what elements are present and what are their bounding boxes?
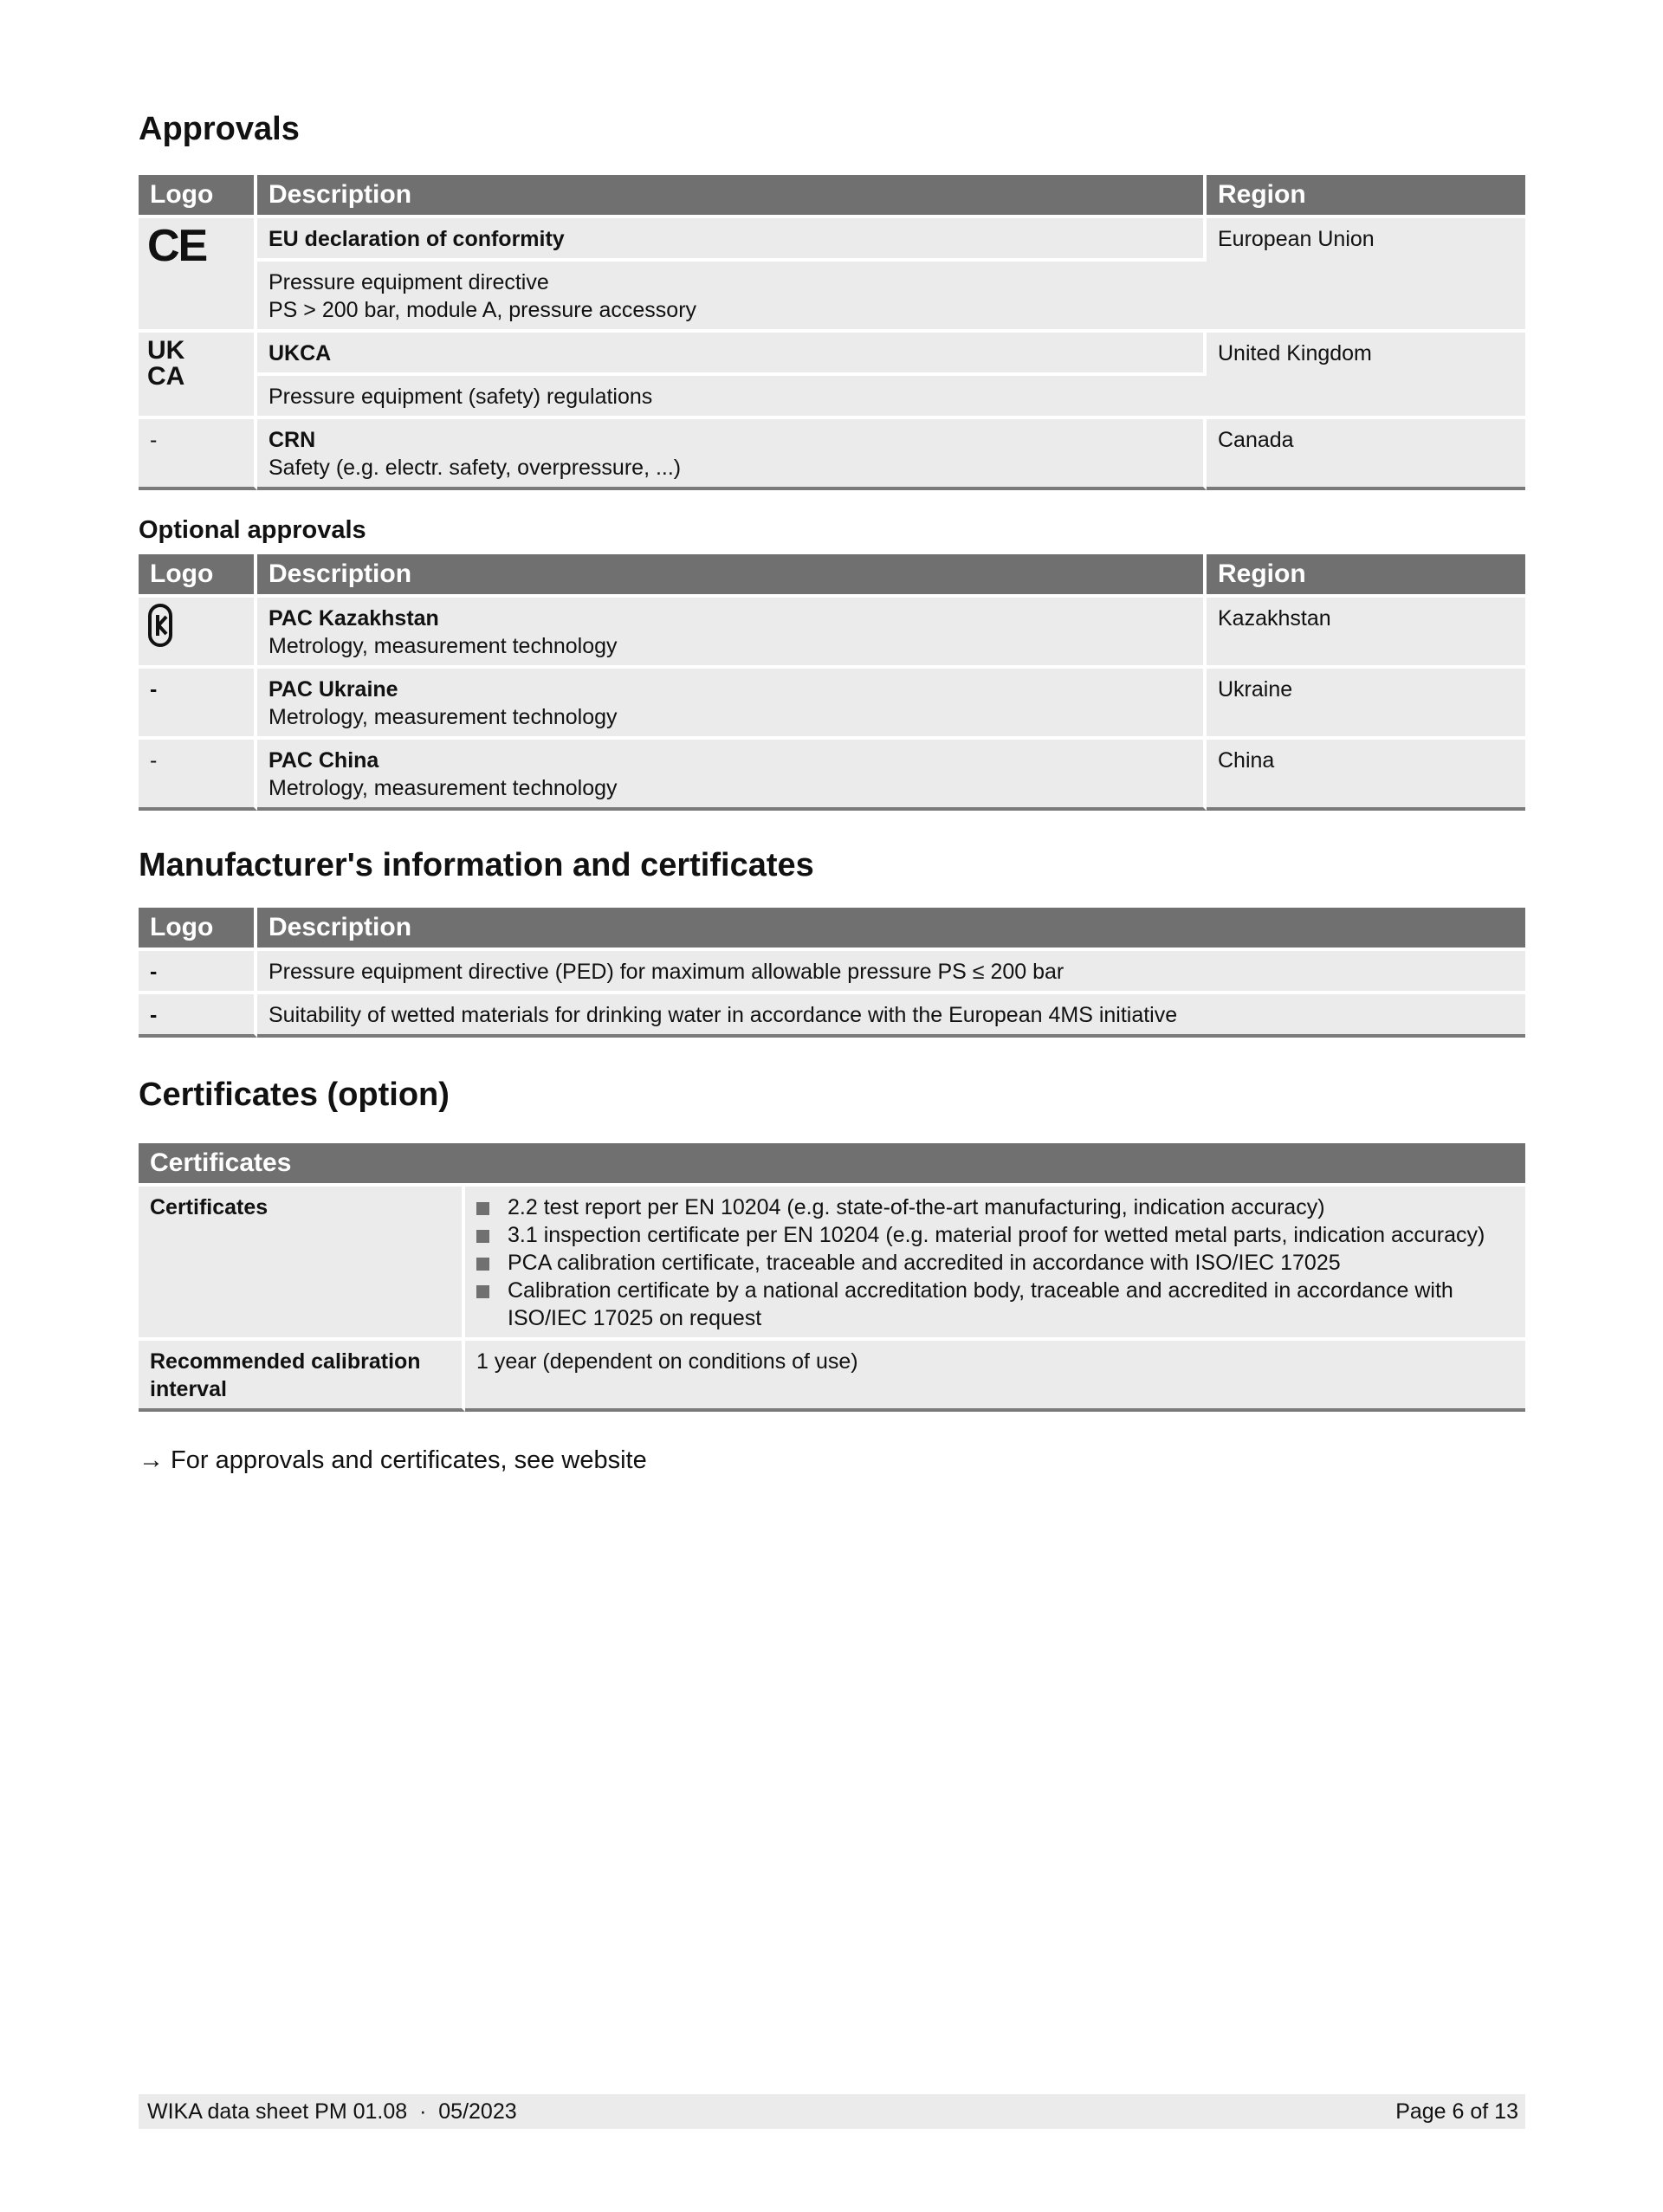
- footer-datasheet-id: WIKA data sheet PM 01.08 · 05/2023: [147, 2099, 517, 2124]
- calibration-interval-label: Recommended calibration interval: [139, 1337, 465, 1412]
- table-row: [139, 329, 1525, 372]
- manufacturer-heading: Manufacturer's information and certificates: [139, 847, 814, 883]
- approval-description: [257, 665, 1207, 736]
- approval-region: United Kingdom: [1207, 329, 1525, 416]
- approval-region: Canada: [1207, 416, 1525, 490]
- list-item: Calibration certificate by a national accreditation body, traceable and accredited in accordance with ISO/IEC 17025 on request: [476, 1277, 1514, 1332]
- certificates-heading: Certificates (option): [139, 1077, 450, 1113]
- column-header-description: Description: [257, 554, 1207, 594]
- table-row: [139, 665, 1525, 736]
- logo-cell: -: [139, 948, 257, 991]
- manufacturer-table: [139, 908, 1525, 1038]
- approval-description: [257, 736, 1207, 811]
- table-row: [139, 594, 1525, 665]
- certificates-label: Certificates: [139, 1183, 465, 1337]
- approval-title: CRN: [269, 428, 316, 452]
- table-header-row: [139, 175, 1525, 215]
- table-row: [139, 416, 1525, 490]
- approval-description: [257, 416, 1207, 490]
- approval-title: PAC Ukraine: [269, 677, 398, 702]
- column-header-region: Region: [1207, 554, 1525, 594]
- approval-detail: Safety (e.g. electr. safety, overpressure, ...): [269, 456, 682, 480]
- logo-cell: -: [139, 991, 257, 1038]
- logo-cell: [139, 329, 257, 416]
- certificates-list-cell: [465, 1183, 1525, 1337]
- approval-region: European Union: [1207, 215, 1525, 329]
- ukca-mark-top: UK: [147, 336, 185, 365]
- optional-approvals-table: [139, 554, 1525, 811]
- approval-title: PAC China: [269, 748, 379, 773]
- column-header-region: Region: [1207, 175, 1525, 215]
- table-row: [139, 215, 1525, 258]
- detail-line: Pressure equipment directive: [269, 270, 549, 294]
- column-header-certificates: Certificates: [139, 1143, 1525, 1183]
- approval-detail: Metrology, measurement technology: [269, 634, 618, 658]
- optional-approvals-heading: Optional approvals: [139, 516, 366, 544]
- approval-detail: [257, 258, 1207, 329]
- table-header-row: [139, 1143, 1525, 1183]
- website-note: → For approvals and certificates, see website: [139, 1446, 647, 1474]
- page-footer: [139, 2094, 1525, 2129]
- manufacturer-description: Pressure equipment directive (PED) for maximum allowable pressure PS ≤ 200 bar: [257, 948, 1525, 991]
- list-item: PCA calibration certificate, traceable and accredited in accordance with ISO/IEC 17025: [476, 1249, 1514, 1277]
- column-header-description: Description: [257, 908, 1525, 948]
- logo-cell: -: [139, 416, 257, 490]
- ukca-mark-icon: [147, 338, 245, 390]
- table-row: [139, 991, 1525, 1038]
- table-row: [139, 1337, 1525, 1412]
- list-item: 3.1 inspection certificate per EN 10204 (e.g. material proof for wetted metal parts, indication accuracy): [476, 1221, 1514, 1249]
- approval-title: UKCA: [257, 329, 1207, 372]
- ce-mark-icon: CE: [147, 221, 207, 271]
- approval-detail: Metrology, measurement technology: [269, 776, 618, 800]
- certificates-list: [476, 1193, 1514, 1332]
- detail-line: PS > 200 bar, module A, pressure accessory: [269, 298, 697, 322]
- certificates-table: [139, 1143, 1525, 1412]
- approval-region: China: [1207, 736, 1525, 811]
- approval-region: Ukraine: [1207, 665, 1525, 736]
- kz-mark-icon: [147, 603, 173, 648]
- approval-detail: Metrology, measurement technology: [269, 705, 618, 729]
- table-row: [139, 948, 1525, 991]
- footer-page-number: Page 6 of 13: [1395, 2099, 1518, 2124]
- approvals-heading: Approvals: [139, 111, 300, 147]
- approval-description: [257, 594, 1207, 665]
- table-row: [139, 1183, 1525, 1337]
- logo-cell: [139, 594, 257, 665]
- column-header-logo: Logo: [139, 554, 257, 594]
- approval-region: Kazakhstan: [1207, 594, 1525, 665]
- approval-title: EU declaration of conformity: [257, 215, 1207, 258]
- ukca-mark-bottom: CA: [147, 362, 185, 391]
- approval-detail: Pressure equipment (safety) regulations: [257, 372, 1207, 416]
- table-header-row: [139, 554, 1525, 594]
- approval-title: PAC Kazakhstan: [269, 606, 439, 631]
- logo-cell: -: [139, 665, 257, 736]
- list-item: 2.2 test report per EN 10204 (e.g. state-of-the-art manufacturing, indication accuracy): [476, 1193, 1514, 1221]
- logo-cell: -: [139, 736, 257, 811]
- manufacturer-description: Suitability of wetted materials for drinking water in accordance with the European 4MS initiative: [257, 991, 1525, 1038]
- column-header-description: Description: [257, 175, 1207, 215]
- approvals-table: [139, 175, 1525, 490]
- table-header-row: [139, 908, 1525, 948]
- column-header-logo: Logo: [139, 908, 257, 948]
- calibration-interval-value: 1 year (dependent on conditions of use): [465, 1337, 1525, 1412]
- column-header-logo: Logo: [139, 175, 257, 215]
- logo-cell: [139, 215, 257, 329]
- table-row: [139, 736, 1525, 811]
